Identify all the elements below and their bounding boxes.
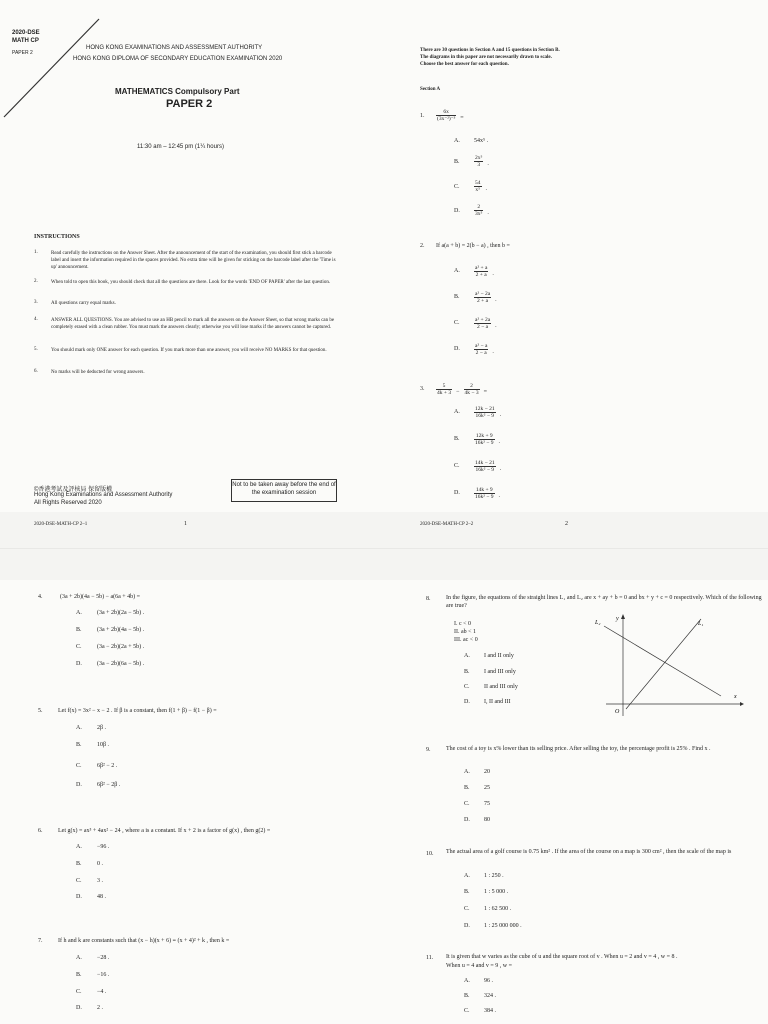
question-number: 9. <box>426 747 431 753</box>
option-label: C. <box>454 320 460 326</box>
question-number: 8. <box>426 596 431 602</box>
option-text: $\frac{\text{a² − a}}{2 - a}$ . <box>475 342 494 356</box>
option-text: II and III only <box>484 684 518 690</box>
corner-slash <box>0 0 110 130</box>
question-stem: The actual area of a golf course is 0.75 km² . If the area of the course on a map is 300 cm² , then the scale of the map is <box>446 849 732 855</box>
notice-box: Not to be taken away before the end of the examination session <box>231 479 337 502</box>
subject-title: MATHEMATICS Compulsory Part <box>115 87 240 96</box>
page-gap <box>0 548 768 549</box>
question-stem: Let g(x) = ax³ + 4ax² − 24 , where a is a constant. If x + 2 is a factor of g(x) , then g(2) = <box>58 828 271 834</box>
intro-line: There are 30 questions in Section A and 15 questions in Section B. <box>420 48 560 53</box>
instruction-text: No marks will be deducted for wrong answers. <box>51 370 145 375</box>
diploma-name: HONG KONG DIPLOMA OF SECONDARY EDUCATION EXAMINATION 2020 <box>73 56 283 62</box>
option-label: B. <box>464 889 470 895</box>
option-text: 48 . <box>97 894 106 900</box>
option-label: D. <box>76 894 82 900</box>
option-label: A. <box>454 409 460 415</box>
option-text: 20 <box>484 769 490 775</box>
option-label: C. <box>76 763 82 769</box>
question-number: 4. <box>38 594 43 600</box>
page2-footer-code: 2020-DSE-MATH-CP 2–2 <box>420 522 474 527</box>
graph-l2-label: L₂ <box>595 620 601 626</box>
option-text: 6β² − 2 . <box>97 763 118 769</box>
instruction-number: 2. <box>34 279 38 284</box>
option-text: 2β . <box>97 725 107 731</box>
instruction-text: All questions carry equal marks. <box>51 301 116 306</box>
option-label: B. <box>76 861 82 867</box>
authority-name: HONG KONG EXAMINATIONS AND ASSESSMENT AUTHORITY <box>86 45 263 51</box>
option-text: 80 <box>484 817 490 823</box>
option-label: A. <box>464 978 470 984</box>
intro-line: Choose the best answer for each question. <box>420 62 509 67</box>
question-number: 6. <box>38 828 43 834</box>
option-text: 384 . <box>484 1008 496 1014</box>
option-text: −16 . <box>97 972 110 978</box>
option-label: C. <box>464 1008 470 1014</box>
option-label: A. <box>76 610 82 616</box>
option-text: I, II and III <box>484 699 511 705</box>
question-number: 1. <box>420 113 425 119</box>
option-text: I and II only <box>484 653 514 659</box>
cover-page <box>0 0 384 512</box>
option-label: B. <box>76 742 82 748</box>
instruction-text: Read carefully the instructions on the Answer Sheet. After the announcement of the start of the examination, you should first stick a barcode label and insert the information required in the spaces provided. No extra time will be given for sticking on the barcode label after the 'Time is up' announcement. <box>51 251 336 270</box>
x-axis-arrow <box>740 702 744 706</box>
option-text: 0 . <box>97 861 103 867</box>
option-text: 2 . <box>97 1005 103 1011</box>
option-label: B. <box>464 669 470 675</box>
copyright-cn: ©香港考試及評核局 保留版權 <box>34 487 113 493</box>
option-text: $\frac{14k - 21}{\text{16k² − 9}}$ . <box>475 459 502 473</box>
graph-l1-label: L₁ <box>698 621 704 627</box>
option-text: I and III only <box>484 669 516 675</box>
graph-y-label: y <box>616 616 619 622</box>
option-text: 54x⁵ . <box>474 138 489 144</box>
option-label: A. <box>454 268 460 274</box>
page2-number: 2 <box>565 521 568 527</box>
option-text: $\frac{14k + 9}{\text{16k² − 9}}$ . <box>475 486 501 500</box>
option-label: B. <box>464 993 470 999</box>
option-text: $\frac{12k - 21}{\text{16k² − 9}}$ . <box>475 405 502 419</box>
statement: I. c < 0 <box>454 621 472 627</box>
instruction-number: 1. <box>34 250 38 255</box>
instruction-text: ANSWER ALL QUESTIONS. You are advised to use an HB pencil to mark all the answers on the Answer Sheet, so that wrong marks can be completely erased with a clean rubber. You must mark the answers clearly; otherwise you will lose marks if the answers cannot be captured. <box>51 318 335 330</box>
option-text: 25 <box>484 785 490 791</box>
option-label: B. <box>454 436 460 442</box>
line-l2 <box>604 626 721 696</box>
question-number: 11. <box>426 955 434 961</box>
option-text: 1 : 62 500 . <box>484 906 512 912</box>
instruction-number: 5. <box>34 347 38 352</box>
option-label: A. <box>464 873 470 879</box>
option-label: C. <box>76 989 82 995</box>
option-text: 324 . <box>484 993 496 999</box>
question-number: 2. <box>420 243 425 249</box>
option-label: C. <box>464 684 470 690</box>
straight-lines-graph <box>594 614 744 716</box>
option-label: D. <box>464 817 470 823</box>
question-stem: (3a + 2b)(4a − 5b) − a(6a + 4b) = <box>60 594 141 600</box>
questions-page-3 <box>0 580 384 1024</box>
graph-x-label: x <box>734 694 737 700</box>
option-text: 1 : 250 . <box>484 873 504 879</box>
option-label: A. <box>76 955 82 961</box>
copyright-en-2: All Rights Reserved 2020 <box>34 500 102 506</box>
option-text: 1 : 25 000 000 . <box>484 923 522 929</box>
option-text: $\frac{12k + 9}{\text{16k² − 9}}$ . <box>475 432 501 446</box>
instruction-text: When told to open this book, you should check that all the questions are there. Look for the words 'END OF PAPER' after the last question. <box>51 280 331 285</box>
option-text: 75 <box>484 801 490 807</box>
option-text: $\frac{\text{a² − 2a}}{2 + a}$ . <box>475 290 497 304</box>
paper-code-line1: 2020-DSE <box>12 30 40 36</box>
option-label: D. <box>464 923 470 929</box>
option-text: $\frac{\text{a² + a}}{2 + a}$ . <box>475 264 494 278</box>
option-text: 3 . <box>97 878 103 884</box>
option-label: B. <box>76 972 82 978</box>
option-label: C. <box>464 906 470 912</box>
question-number: 3. <box>420 386 425 392</box>
option-label: C. <box>454 463 460 469</box>
question-stem-continued: When u = 4 and v = 9 , w = <box>446 963 512 969</box>
question-stem: Let f(x) = 3x² − x − 2 . If β is a constant, then f(1 + β) − f(1 − β) = <box>58 708 217 714</box>
section-heading: Section A <box>420 87 441 92</box>
paper-code-line2: MATH CP <box>12 38 39 44</box>
question-number: 7. <box>38 938 43 944</box>
y-axis-arrow <box>621 614 625 619</box>
option-label: D. <box>76 1005 82 1011</box>
instructions-heading: INSTRUCTIONS <box>34 234 80 240</box>
question-stem: The cost of a toy is x% lower than its selling price. After selling the toy, the percentage profit is 25% . Find x . <box>446 746 711 752</box>
intro-line: The diagrams in this paper are not necessarily drawn to scale. <box>420 55 552 60</box>
statement: II. ab < 1 <box>454 629 477 635</box>
question-stem: If a(a + b) = 2(b − a) , then b = <box>436 243 510 249</box>
option-text: (3a + 2b)(4a − 5b) . <box>97 627 145 633</box>
instruction-text: You should mark only ONE answer for each question. If you mark more than one answer, you will receive NO MARKS for that question. <box>51 348 327 353</box>
option-label: B. <box>454 294 460 300</box>
option-label: C. <box>454 184 460 190</box>
option-text: (3a + 2b)(2a − 5b) . <box>97 610 145 616</box>
option-text: $\frac{\text{a² + 2a}}{2 - a}$ . <box>475 316 497 330</box>
option-label: B. <box>76 627 82 633</box>
option-label: A. <box>76 844 82 850</box>
option-label: D. <box>464 699 470 705</box>
option-label: C. <box>76 878 82 884</box>
statement: III. ac < 0 <box>454 637 478 643</box>
option-label: D. <box>454 208 460 214</box>
paper-title: PAPER 2 <box>166 98 213 110</box>
option-text: $\frac{54}{\text{x⁵}}$ . <box>475 179 487 193</box>
option-label: C. <box>76 644 82 650</box>
option-text: $\frac{2}{\text{3x⁵}}$ . <box>475 203 489 217</box>
option-text: 1 : 5 000 . <box>484 889 509 895</box>
instruction-number: 3. <box>34 300 38 305</box>
page1-footer-code: 2020-DSE-MATH-CP 2–1 <box>34 522 88 527</box>
option-label: A. <box>76 725 82 731</box>
copyright-en-1: Hong Kong Examinations and Assessment Authority <box>34 492 173 498</box>
option-text: −28 . <box>97 955 110 961</box>
question-stem: $\frac{6x}{\text{(3x⁻²)⁻³}}$ = <box>437 108 464 122</box>
question-stem: It is given that w varies as the cube of u and the square root of v . When u = 2 and v = 4 , w = 8 . <box>446 954 678 960</box>
option-label: A. <box>454 138 460 144</box>
questions-page-2 <box>384 0 768 512</box>
question-stem: In the figure, the equations of the straight lines L₁ and L₂ are x + ay + b = 0 and bx + y + c = 0 respectively. Which of the following are true? <box>446 595 762 609</box>
graph-origin-label: O <box>615 709 620 715</box>
option-label: D. <box>454 346 460 352</box>
option-label: A. <box>464 653 470 659</box>
question-stem: If h and k are constants such that (x − h)(x + 6) ≡ (x + 4)² + k , then k = <box>58 938 230 944</box>
page1-number: 1 <box>184 521 187 527</box>
option-text: (3a − 2b)(6a − 5b) . <box>97 661 145 667</box>
option-text: $\frac{\text{2x⁵}}{3}$ . <box>475 154 489 168</box>
questions-page-4 <box>384 580 768 1024</box>
question-number: 10. <box>426 851 434 857</box>
exam-time: 11:30 am – 12:45 pm (1¼ hours) <box>137 144 224 150</box>
question-stem: $\frac{5}{4k + 3}$ − $\frac{2}{4k - 3}$ = <box>437 382 487 396</box>
option-label: D. <box>76 661 82 667</box>
instruction-number: 4. <box>34 317 38 322</box>
option-label: C. <box>464 801 470 807</box>
question-number: 5. <box>38 708 43 714</box>
option-label: A. <box>464 769 470 775</box>
paper-tag: PAPER 2 <box>12 50 33 56</box>
option-text: 10β . <box>97 742 110 748</box>
option-text: 96 . <box>484 978 493 984</box>
option-text: (3a − 2b)(2a + 5b) . <box>97 644 145 650</box>
option-label: D. <box>454 490 460 496</box>
option-label: B. <box>454 159 460 165</box>
option-label: D. <box>76 782 82 788</box>
option-text: −4 . <box>97 989 107 995</box>
instruction-number: 6. <box>34 369 38 374</box>
option-text: 6β² − 2β . <box>97 782 121 788</box>
option-text: −96 . <box>97 844 110 850</box>
option-label: B. <box>464 785 470 791</box>
line-l1 <box>626 619 704 709</box>
